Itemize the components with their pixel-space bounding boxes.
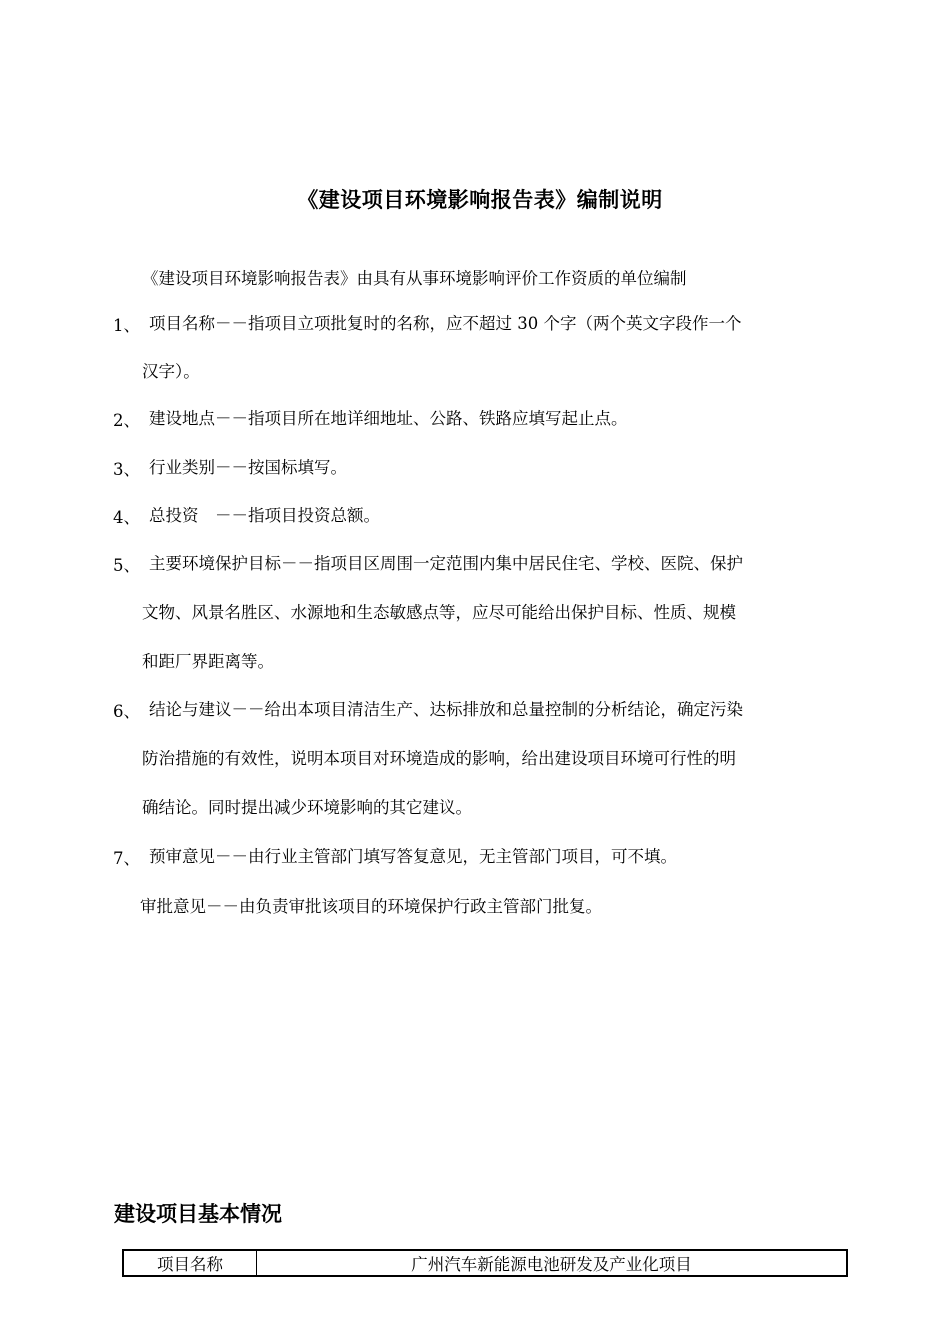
list-item-number: 1、	[113, 316, 140, 335]
list-item-text: 确结论。同时提出减少环境影响的其它建议。	[142, 798, 472, 817]
list-item-text: 防治措施的有效性，说明本项目对环境造成的影响，给出建设项目环境可行性的明	[142, 749, 736, 768]
list-item-text: 主要环境保护目标－－指项目区周围一定范围内集中居民住宅、学校、医院、保护	[149, 554, 743, 573]
section-title: 建设项目基本情况	[114, 1202, 282, 1226]
list-item-text: 总投资 －－指项目投资总额。	[149, 506, 380, 525]
list-item-number: 2、	[113, 411, 140, 430]
basic-info-table	[122, 1249, 848, 1277]
list-item-number: 3、	[113, 460, 140, 479]
approval-note: 审批意见－－由负责审批该项目的环境保护行政主管部门批复。	[140, 897, 602, 916]
project-name-value: 广州汽车新能源电池研发及产业化项目	[257, 1250, 848, 1276]
project-name-label: 项目名称	[123, 1250, 257, 1276]
list-item-text: 结论与建议－－给出本项目清洁生产、达标排放和总量控制的分析结论，确定污染	[149, 700, 743, 719]
list-item-number: 4、	[113, 508, 140, 527]
list-item-text: 文物、风景名胜区、水源地和生态敏感点等，应尽可能给出保护目标、性质、规模	[142, 603, 736, 622]
list-item-text: 建设地点－－指项目所在地详细地址、公路、铁路应填写起止点。	[149, 409, 628, 428]
intro-text: 《建设项目环境影响报告表》由具有从事环境影响评价工作资质的单位编制	[142, 269, 687, 288]
list-item-number: 6、	[113, 702, 140, 721]
list-item-text: 项目名称－－指项目立项批复时的名称，应不超过 30 个字（两个英文字段作一个	[149, 314, 742, 333]
table-row	[123, 1250, 847, 1276]
list-item-text: 行业类别－－按国标填写。	[149, 458, 347, 477]
list-item-text: 预审意见－－由行业主管部门填写答复意见，无主管部门项目，可不填。	[149, 847, 677, 866]
list-item-number: 7、	[113, 849, 140, 868]
list-item-text: 和距厂界距离等。	[142, 652, 274, 671]
page-title: 《建设项目环境影响报告表》编制说明	[297, 188, 663, 212]
list-item-number: 5、	[113, 556, 140, 575]
list-item-text: 汉字）。	[142, 362, 200, 381]
